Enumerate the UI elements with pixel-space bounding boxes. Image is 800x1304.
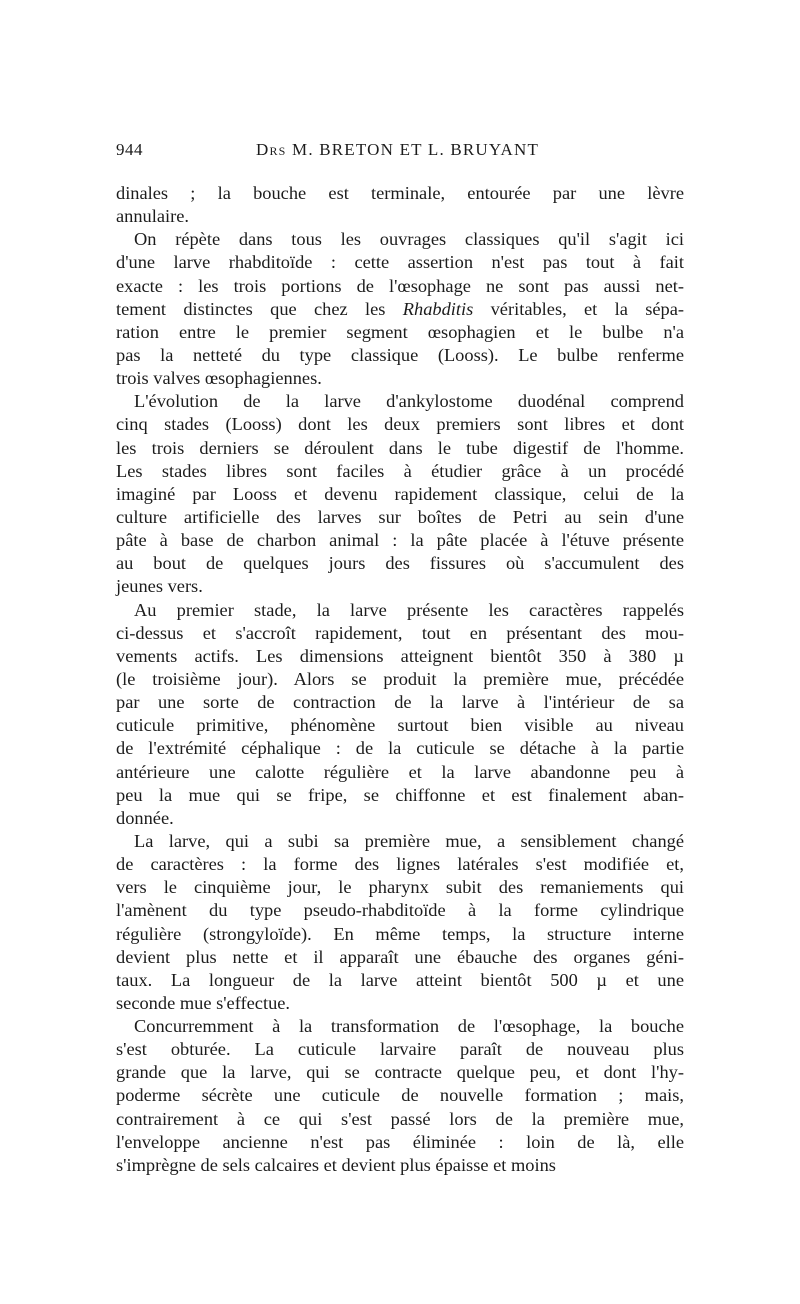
text-line: taux. La longueur de la larve atteint bientôt 500 µ et une (116, 969, 684, 990)
text-line: devient plus nette et il apparaît une ébauche des organes géni- (116, 946, 684, 967)
text-line: cuticule primitive, phénomène surtout bien visible au niveau (116, 715, 684, 736)
text-line: ration entre le premier segment œsophagien et le bulbe n'a (116, 321, 684, 342)
text-line: l'amènent du type pseudo-rhabditoïde à la forme cylindrique (116, 900, 684, 921)
text-line: s'est obturée. La cuticule larvaire paraît de nouveau plus (116, 1039, 684, 1060)
text-line: pas la netteté du type classique (Looss). Le bulbe renferme (116, 344, 684, 365)
text-line: poderme sécrète une cuticule de nouvelle formation ; mais, (116, 1085, 684, 1106)
text-line: Les stades libres sont faciles à étudier grâce à un procédé (116, 460, 684, 481)
text-line: exacte : les trois portions de l'œsophage ne sont pas aussi net- (116, 275, 684, 296)
text-line: les trois derniers se déroulent dans le tube digestif de l'homme. (116, 437, 684, 458)
paragraph (116, 390, 684, 598)
text-line: tement distinctes que chez les Rhabditis véritables, et la sépa- (116, 298, 685, 319)
text-line: par une sorte de contraction de la larve à l'intérieur de sa (116, 692, 684, 713)
text-line: pâte à base de charbon animal : la pâte placée à l'étuve présente (116, 530, 684, 551)
text-line: vers le cinquième jour, le pharynx subit des remaniements qui (116, 877, 684, 898)
text-line: Au premier stade, la larve présente les caractères rappelés (134, 599, 684, 620)
book-page (116, 140, 684, 1177)
text-line: Concurremment à la transformation de l'œsophage, la bouche (134, 1016, 684, 1037)
paragraph (116, 182, 684, 228)
paragraph (116, 830, 684, 1015)
running-title: Drs M. BRETON ET L. BRUYANT (256, 140, 540, 159)
text-line: contrairement à ce qui s'est passé lors de la première mue, (116, 1108, 684, 1129)
body-text (116, 182, 684, 1177)
paragraph (116, 599, 684, 830)
text-line: annulaire. (116, 206, 190, 227)
text-line: cinq stades (Looss) dont les deux premiers sont libres et dont (116, 414, 684, 435)
text-line: jeunes vers. (116, 576, 203, 597)
text-line: au bout de quelques jours des fissures où s'accumulent des (116, 553, 684, 574)
paragraph (116, 1015, 684, 1177)
text-line: de l'extrémité céphalique : de la cuticule se détache à la partie (116, 738, 684, 759)
text-line: de caractères : la forme des lignes latérales s'est modifiée et, (116, 854, 684, 875)
text-line: trois valves œsophagiennes. (116, 368, 322, 389)
text-line: s'imprègne de sels calcaires et devient plus épaisse et moins (116, 1154, 556, 1175)
text-line: peu la mue qui se fripe, se chiffonne et est finalement aban- (116, 784, 684, 805)
page-number: 944 (116, 140, 143, 159)
text-line: seconde mue s'effectue. (116, 992, 291, 1013)
text-line: grande que la larve, qui se contracte quelque peu, et dont l'hy- (116, 1062, 684, 1083)
text-line: On répète dans tous les ouvrages classiques qu'il s'agit ici (134, 229, 684, 250)
running-header (116, 140, 684, 168)
text-line: La larve, qui a subi sa première mue, a sensiblement changé (134, 830, 684, 851)
text-line: donnée. (116, 807, 174, 828)
text-line: culture artificielle des larves sur boîtes de Petri au sein d'une (116, 506, 684, 527)
text-line: d'une larve rhabditoïde : cette assertion n'est pas tout à fait (116, 252, 684, 273)
text-line: L'évolution de la larve d'ankylostome duodénal comprend (134, 391, 684, 412)
text-line: vements actifs. Les dimensions atteignent bientôt 350 à 380 µ (116, 645, 684, 666)
paragraph (116, 228, 684, 390)
text-line: antérieure une calotte régulière et la larve abandonne peu à (116, 761, 684, 782)
text-line: l'enveloppe ancienne n'est pas éliminée : loin de là, elle (116, 1131, 684, 1152)
text-line: dinales ; la bouche est terminale, entourée par une lèvre (116, 183, 684, 203)
italic-term: Rhabditis (402, 298, 474, 319)
text-line: régulière (strongyloïde). En même temps, la structure interne (116, 923, 684, 944)
text-line: (le troisième jour). Alors se produit la première mue, précédée (116, 668, 684, 689)
text-line: imaginé par Looss et devenu rapidement classique, celui de la (116, 483, 684, 504)
text-line: ci-dessus et s'accroît rapidement, tout en présentant des mou- (116, 622, 684, 643)
